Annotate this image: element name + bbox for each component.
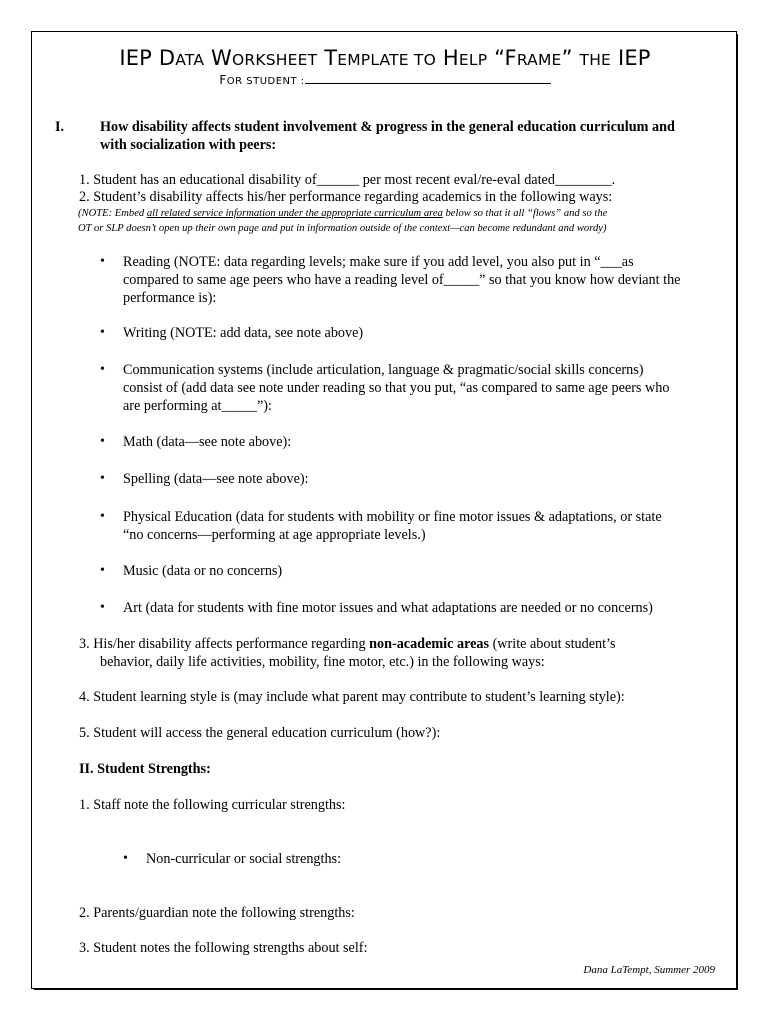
item-3-non-academic: 3. His/her disability affects performance regarding non-academic areas (write about student’s bbox=[79, 636, 616, 652]
reading-line3: performance is): bbox=[123, 290, 217, 306]
bullet-icon: • bbox=[123, 851, 128, 866]
art-item: Art (data for students with fine motor issues and what adaptations are needed or no concerns) bbox=[123, 600, 653, 616]
page-title: IEP DATA WORKSHEET TEMPLATE TO HELP “FRAME” THE IEP bbox=[119, 46, 651, 70]
communication-line1: Communication systems (include articulation, language & pragmatic/social skills concerns) bbox=[123, 362, 644, 378]
item-5-access: 5. Student will access the general education curriculum (how?): bbox=[79, 725, 441, 741]
note-line2: OT or SLP doesn’t open up their own page and put in information outside of the context—can become redundant and wordy) bbox=[78, 223, 607, 234]
bullet-icon: • bbox=[100, 563, 105, 578]
communication-line3: are performing at_____”): bbox=[123, 398, 272, 414]
music-item: Music (data or no concerns) bbox=[123, 563, 283, 579]
section-1-heading-line2: with socialization with peers: bbox=[100, 137, 277, 153]
staff-strengths: 1. Staff note the following curricular strengths: bbox=[79, 797, 346, 813]
spelling-item: Spelling (data—see note above): bbox=[123, 471, 309, 487]
note-line1: (NOTE: Embed all related service information under the appropriate curriculum area below so that it all “flows” and so the bbox=[78, 208, 608, 219]
item-1-disability: 1. Student has an educational disability of______ per most recent eval/re-eval dated________. bbox=[79, 172, 616, 188]
bullet-icon: • bbox=[100, 434, 105, 449]
bullet-icon: • bbox=[100, 509, 105, 524]
pe-line1: Physical Education (data for students with mobility or fine motor issues & adaptations, or state bbox=[123, 509, 662, 525]
writing-item: Writing (NOTE: add data, see note above) bbox=[123, 325, 364, 341]
reading-line2: compared to same age peers who have a reading level of_____” so that you know how deviant the bbox=[123, 272, 681, 288]
reading-line1: Reading (NOTE: data regarding levels; make sure if you add level, you also put in “___as bbox=[123, 254, 634, 270]
student-name-line[interactable] bbox=[305, 72, 551, 84]
item-3-line2: behavior, daily life activities, mobility, fine motor, etc.) in the following ways: bbox=[100, 654, 545, 670]
parent-strengths: 2. Parents/guardian note the following strengths: bbox=[79, 905, 355, 921]
bullet-icon: • bbox=[100, 471, 105, 486]
footer-author: Dana LaTempt, Summer 2009 bbox=[583, 964, 715, 976]
pe-line2: “no concerns—performing at age appropriate levels.) bbox=[123, 527, 426, 543]
section-1-heading-line1: How disability affects student involvement & progress in the general education curriculum and bbox=[100, 119, 675, 135]
section-1-numeral: I. bbox=[55, 119, 65, 135]
item-4-learning-style: 4. Student learning style is (may include what parent may contribute to student’s learning style): bbox=[79, 689, 625, 705]
student-field: FOR STUDENT : bbox=[0, 72, 770, 87]
communication-line2: consist of (add data see note under reading so that you put, “as compared to same age peers who bbox=[123, 380, 670, 396]
item-2-academics: 2. Student’s disability affects his/her performance regarding academics in the following ways: bbox=[79, 189, 613, 205]
section-2-heading: II. Student Strengths: bbox=[79, 761, 211, 777]
bullet-icon: • bbox=[100, 254, 105, 269]
bullet-icon: • bbox=[100, 600, 105, 615]
student-strengths: 3. Student notes the following strengths about self: bbox=[79, 940, 368, 956]
non-curricular-strengths: Non-curricular or social strengths: bbox=[146, 851, 342, 867]
page-border-shadow-right bbox=[736, 34, 738, 990]
page-border-shadow-bottom bbox=[34, 988, 738, 993]
math-item: Math (data—see note above): bbox=[123, 434, 292, 450]
bullet-icon: • bbox=[100, 362, 105, 377]
bullet-icon: • bbox=[100, 325, 105, 340]
